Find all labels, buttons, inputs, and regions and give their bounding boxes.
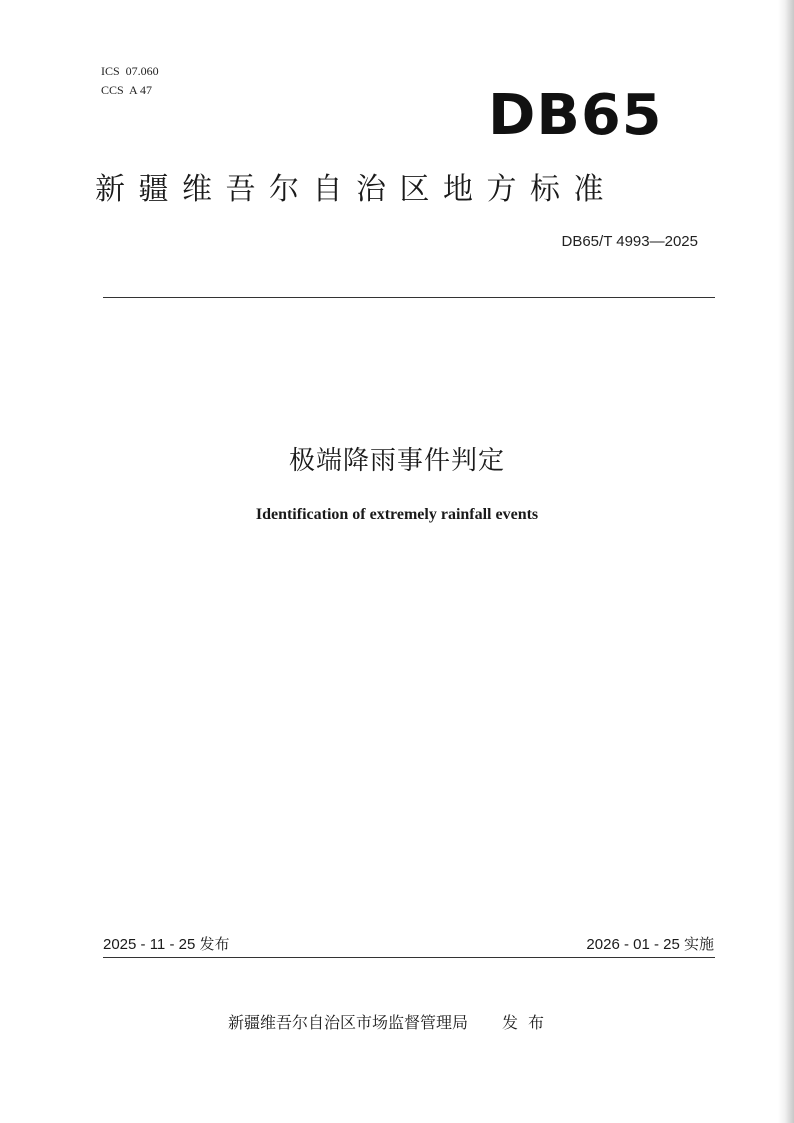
document-title-chinese: 极端降雨事件判定	[288, 446, 505, 476]
header-divider	[103, 297, 715, 298]
document-title-english: Identification of extremely rainfall events	[255, 506, 539, 523]
implementation-date: 2026 - 01 - 25 实施	[586, 936, 714, 953]
classification-codes	[101, 62, 159, 100]
publisher-action: 发布	[502, 1013, 555, 1032]
standard-number: DB65/T 4993—2025	[561, 233, 698, 250]
ccs-code: CCS A 47	[101, 83, 153, 97]
ics-code: ICS 07.060	[101, 64, 159, 78]
db65-logo: DB65	[488, 83, 663, 148]
standard-type-heading: 新疆维吾尔自治区地方标准	[95, 172, 617, 207]
release-date: 2025 - 11 - 25 发布	[103, 936, 230, 953]
footer-divider	[103, 957, 715, 958]
publisher-name: 新疆维吾尔自治区市场监督管理局	[228, 1013, 469, 1032]
publisher-line	[228, 1010, 554, 1033]
scan-edge-shadow	[778, 0, 794, 1123]
